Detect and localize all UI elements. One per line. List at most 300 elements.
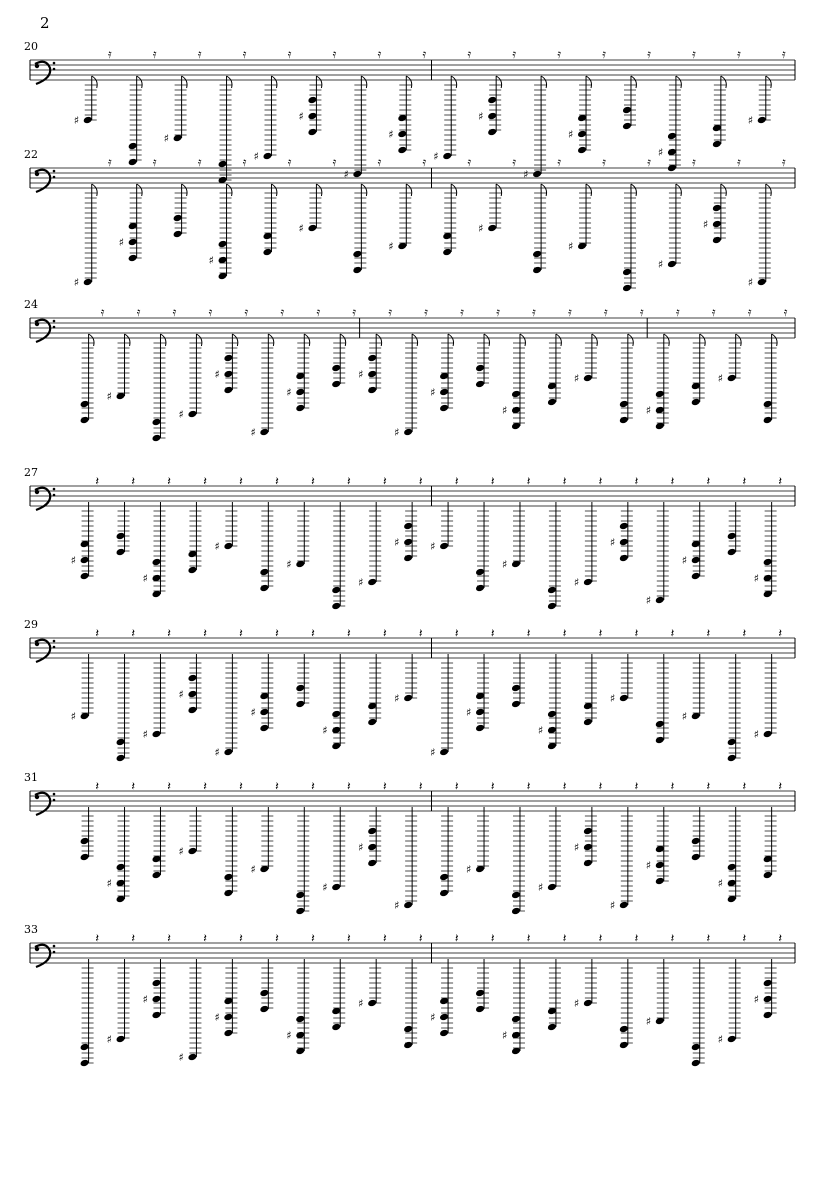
note-flag — [721, 76, 726, 88]
notehead — [691, 1043, 701, 1052]
sharp-icon: ♯ — [298, 222, 304, 235]
sharp-icon: ♯ — [753, 993, 759, 1006]
sharp-icon: ♯ — [645, 859, 652, 872]
notehead — [583, 859, 593, 868]
notehead — [403, 901, 413, 910]
sharp-icon: ♯ — [717, 372, 724, 385]
notehead — [331, 364, 341, 373]
quarter-rest-icon: 𝄽 — [526, 474, 531, 488]
notehead — [352, 266, 362, 275]
sharp-icon: ♯ — [609, 692, 616, 705]
notehead — [691, 837, 701, 846]
notehead — [83, 116, 93, 125]
note-flag — [586, 76, 591, 88]
clef-dot — [53, 494, 56, 497]
notehead — [223, 889, 233, 898]
notehead — [116, 532, 126, 541]
clef-dot — [53, 951, 56, 954]
sixteenth-rest-icon: 𝄿 — [287, 47, 292, 61]
sharp-icon: ♯ — [747, 276, 754, 289]
notehead — [295, 700, 305, 709]
notehead — [622, 122, 632, 131]
sixteenth-rest-icon: 𝄿 — [352, 305, 357, 319]
notehead — [763, 558, 773, 567]
notehead — [367, 370, 377, 379]
sixteenth-rest-icon: 𝄿 — [280, 305, 285, 319]
notehead — [173, 230, 183, 239]
bass-clef-icon — [35, 172, 39, 176]
notehead — [487, 96, 497, 105]
sharp-icon: ♯ — [466, 863, 472, 876]
note-flag — [268, 334, 273, 346]
quarter-rest-icon: 𝄽 — [167, 626, 171, 640]
notehead — [655, 596, 665, 605]
quarter-rest-icon: 𝄽 — [490, 931, 495, 945]
sharp-icon: ♯ — [358, 576, 364, 589]
notehead — [187, 1053, 197, 1062]
quarter-rest-icon: 𝄽 — [167, 931, 171, 945]
notehead — [259, 708, 269, 717]
quarter-rest-icon: 𝄽 — [418, 931, 423, 945]
notehead — [511, 684, 521, 693]
note-flag — [676, 76, 681, 88]
quarter-rest-icon: 𝄽 — [742, 779, 747, 793]
sharp-icon: ♯ — [142, 572, 148, 585]
quarter-rest-icon: 𝄽 — [562, 779, 567, 793]
notehead — [223, 542, 233, 551]
notehead — [187, 706, 197, 715]
quarter-rest-icon: 𝄽 — [347, 474, 351, 488]
notehead — [307, 224, 317, 233]
quarter-rest-icon: 𝄽 — [706, 931, 711, 945]
measure-number: 20 — [24, 40, 38, 53]
clef-dot — [53, 326, 56, 329]
sharp-icon: ♯ — [433, 150, 439, 163]
quarter-rest-icon: 𝄽 — [634, 931, 639, 945]
notehead — [547, 1023, 557, 1032]
quarter-rest-icon: 𝄽 — [131, 474, 136, 488]
notehead — [547, 602, 557, 611]
notehead — [295, 684, 305, 693]
quarter-rest-icon: 𝄽 — [311, 626, 315, 640]
sixteenth-rest-icon: 𝄿 — [782, 155, 786, 169]
quarter-rest-icon: 𝄽 — [203, 474, 207, 488]
sharp-icon: ♯ — [753, 728, 759, 741]
sharp-icon: ♯ — [178, 845, 184, 858]
quarter-rest-icon: 𝄽 — [778, 931, 783, 945]
note-flag — [316, 76, 321, 88]
notehead — [128, 254, 138, 263]
note-flag — [137, 76, 142, 88]
sharp-icon: ♯ — [214, 540, 220, 553]
sharp-icon: ♯ — [106, 1033, 112, 1046]
clef-dot — [53, 799, 56, 802]
notehead — [442, 248, 452, 257]
notehead — [259, 568, 269, 577]
sharp-icon: ♯ — [573, 841, 580, 854]
quarter-rest-icon: 𝄽 — [203, 931, 207, 945]
sharp-icon: ♯ — [214, 1011, 220, 1024]
notehead — [475, 708, 485, 717]
note-flag — [125, 334, 130, 346]
notehead — [367, 718, 377, 727]
quarter-rest-icon: 𝄽 — [670, 474, 675, 488]
notehead — [475, 380, 485, 389]
note-flag — [406, 184, 411, 196]
notehead — [532, 250, 542, 259]
sixteenth-rest-icon: 𝄿 — [557, 47, 562, 61]
sharp-icon: ♯ — [358, 997, 364, 1010]
quarter-rest-icon: 𝄽 — [203, 779, 207, 793]
quarter-rest-icon: 𝄽 — [778, 474, 783, 488]
quarter-rest-icon: 𝄽 — [239, 626, 243, 640]
clef-dot — [53, 793, 56, 796]
notehead — [511, 700, 521, 709]
notehead — [307, 128, 317, 137]
notehead — [439, 1013, 449, 1022]
quarter-rest-icon: 𝄽 — [670, 931, 675, 945]
notehead — [116, 1035, 126, 1044]
sixteenth-rest-icon: 𝄿 — [107, 47, 112, 61]
notehead — [223, 386, 233, 395]
note-flag — [160, 334, 165, 346]
quarter-rest-icon: 𝄽 — [670, 779, 675, 793]
sharp-icon: ♯ — [394, 692, 400, 705]
quarter-rest-icon: 𝄽 — [706, 779, 711, 793]
note-flag — [556, 334, 561, 346]
note-flag — [316, 184, 321, 196]
sharp-icon: ♯ — [250, 706, 256, 719]
notehead — [532, 266, 542, 275]
quarter-rest-icon: 𝄽 — [382, 931, 387, 945]
notehead — [295, 404, 305, 413]
notehead — [475, 724, 485, 733]
notehead — [622, 106, 632, 115]
sharp-icon: ♯ — [388, 240, 394, 253]
sixteenth-rest-icon: 𝄿 — [512, 155, 517, 169]
bass-clef-icon — [35, 642, 39, 646]
sixteenth-rest-icon: 𝄿 — [467, 155, 472, 169]
notehead — [667, 132, 677, 141]
quarter-rest-icon: 𝄽 — [562, 626, 567, 640]
notehead — [128, 142, 138, 151]
sharp-icon: ♯ — [501, 558, 508, 571]
quarter-rest-icon: 𝄽 — [347, 931, 351, 945]
notehead — [763, 871, 773, 880]
notehead — [511, 891, 521, 900]
notehead — [307, 112, 317, 121]
sharp-icon: ♯ — [568, 240, 574, 253]
notehead — [655, 877, 665, 886]
sharp-icon: ♯ — [358, 368, 364, 381]
notehead — [439, 404, 449, 413]
sharp-icon: ♯ — [178, 408, 184, 421]
sharp-icon: ♯ — [106, 390, 112, 403]
notehead — [331, 1023, 341, 1032]
sharp-icon: ♯ — [681, 710, 688, 723]
notehead — [439, 748, 449, 757]
quarter-rest-icon: 𝄽 — [275, 779, 279, 793]
sharp-icon: ♯ — [501, 404, 508, 417]
note-flag — [766, 76, 771, 88]
sharp-icon: ♯ — [645, 594, 652, 607]
sixteenth-rest-icon: 𝄿 — [172, 305, 177, 319]
sharp-icon: ♯ — [106, 877, 112, 890]
notehead — [80, 837, 90, 846]
sixteenth-rest-icon: 𝄿 — [242, 47, 247, 61]
notehead — [352, 170, 362, 179]
notehead — [619, 1025, 629, 1034]
note-flag — [541, 184, 546, 196]
quarter-rest-icon: 𝄽 — [382, 779, 387, 793]
notehead — [307, 96, 317, 105]
notehead — [152, 434, 162, 443]
measure-number: 27 — [24, 466, 38, 479]
notehead — [619, 522, 629, 531]
sixteenth-rest-icon: 𝄿 — [316, 305, 321, 319]
sixteenth-rest-icon: 𝄿 — [377, 47, 382, 61]
sixteenth-rest-icon: 𝄿 — [675, 305, 680, 319]
quarter-rest-icon: 𝄽 — [418, 626, 423, 640]
note-flag — [89, 334, 94, 346]
quarter-rest-icon: 𝄽 — [598, 626, 603, 640]
note-flag — [406, 76, 411, 88]
clef-dot — [53, 170, 56, 173]
bass-clef-icon — [35, 795, 39, 799]
sixteenth-rest-icon: 𝄿 — [647, 155, 651, 169]
quarter-rest-icon: 𝄽 — [311, 931, 315, 945]
notehead — [128, 238, 138, 247]
sharp-icon: ♯ — [253, 150, 259, 163]
note-flag — [304, 334, 309, 346]
quarter-rest-icon: 𝄽 — [167, 474, 171, 488]
quarter-rest-icon: 𝄽 — [490, 626, 495, 640]
quarter-rest-icon: 𝄽 — [131, 626, 136, 640]
sharp-icon: ♯ — [163, 132, 169, 145]
sharp-icon: ♯ — [298, 110, 304, 123]
notehead — [655, 861, 665, 870]
quarter-rest-icon: 𝄽 — [275, 626, 279, 640]
sixteenth-rest-icon: 𝄿 — [604, 305, 608, 319]
sharp-icon: ♯ — [394, 899, 400, 912]
notehead — [655, 390, 665, 399]
notehead — [712, 204, 722, 213]
notehead — [439, 889, 449, 898]
quarter-rest-icon: 𝄽 — [706, 474, 711, 488]
notehead — [475, 584, 485, 593]
quarter-rest-icon: 𝄽 — [634, 779, 639, 793]
quarter-rest-icon: 𝄽 — [275, 474, 279, 488]
notehead — [397, 146, 407, 155]
notehead — [116, 738, 126, 747]
sixteenth-rest-icon: 𝄿 — [782, 47, 786, 61]
bass-clef-icon — [35, 490, 39, 494]
quarter-rest-icon: 𝄽 — [634, 626, 639, 640]
sharp-icon: ♯ — [343, 168, 349, 181]
notehead — [295, 907, 305, 916]
sharp-icon: ♯ — [657, 146, 664, 159]
sharp-icon: ♯ — [178, 1051, 184, 1064]
quarter-rest-icon: 𝄽 — [526, 931, 531, 945]
notehead — [403, 554, 413, 563]
notehead — [80, 1059, 90, 1068]
quarter-rest-icon: 𝄽 — [454, 931, 459, 945]
sharp-icon: ♯ — [523, 168, 529, 181]
quarter-rest-icon: 𝄽 — [778, 626, 783, 640]
sharp-icon: ♯ — [478, 110, 484, 123]
notehead — [727, 754, 737, 763]
notehead — [187, 690, 197, 699]
notehead — [331, 883, 341, 892]
sharp-icon: ♯ — [286, 386, 292, 399]
note-flag — [586, 184, 591, 196]
sixteenth-rest-icon: 𝄿 — [460, 305, 464, 319]
notehead — [331, 602, 341, 611]
notehead — [577, 130, 587, 139]
sharp-icon: ♯ — [466, 706, 472, 719]
sixteenth-rest-icon: 𝄿 — [422, 47, 427, 61]
note-flag — [196, 334, 201, 346]
sharp-icon: ♯ — [717, 877, 724, 890]
sharp-icon: ♯ — [214, 746, 220, 759]
notehead — [259, 584, 269, 593]
notehead — [187, 566, 197, 575]
sharp-icon: ♯ — [250, 426, 256, 439]
sharp-icon: ♯ — [430, 746, 436, 759]
sixteenth-rest-icon: 𝄿 — [197, 47, 202, 61]
sharp-icon: ♯ — [118, 236, 124, 249]
quarter-rest-icon: 𝄽 — [418, 779, 423, 793]
notehead — [655, 736, 665, 745]
clef-dot — [53, 68, 56, 71]
notehead — [259, 1005, 269, 1014]
sharp-icon: ♯ — [753, 572, 759, 585]
notehead — [259, 724, 269, 733]
sharp-icon: ♯ — [501, 1029, 508, 1042]
sixteenth-rest-icon: 𝄿 — [242, 155, 247, 169]
notehead — [583, 374, 593, 383]
notehead — [367, 386, 377, 395]
note-flag — [361, 76, 366, 88]
sixteenth-rest-icon: 𝄿 — [692, 155, 696, 169]
notehead — [152, 558, 162, 567]
sixteenth-rest-icon: 𝄿 — [100, 305, 105, 319]
quarter-rest-icon: 𝄽 — [490, 474, 495, 488]
quarter-rest-icon: 𝄽 — [418, 474, 423, 488]
notehead — [152, 730, 162, 739]
notehead — [116, 754, 126, 763]
sixteenth-rest-icon: 𝄿 — [568, 305, 572, 319]
notehead — [532, 170, 542, 179]
notehead — [757, 278, 767, 287]
sharp-icon: ♯ — [747, 114, 754, 127]
sharp-icon: ♯ — [73, 114, 80, 127]
notehead — [263, 248, 273, 257]
quarter-rest-icon: 𝄽 — [490, 779, 495, 793]
notehead — [295, 388, 305, 397]
notehead — [547, 710, 557, 719]
quarter-rest-icon: 𝄽 — [239, 779, 243, 793]
note-flag — [92, 76, 97, 88]
quarter-rest-icon: 𝄽 — [778, 779, 783, 793]
note-flag — [227, 76, 232, 88]
notehead — [763, 995, 773, 1004]
sixteenth-rest-icon: 𝄿 — [467, 47, 472, 61]
sharp-icon: ♯ — [142, 728, 148, 741]
sixteenth-rest-icon: 𝄿 — [532, 305, 536, 319]
quarter-rest-icon: 𝄽 — [275, 931, 279, 945]
notehead — [712, 140, 722, 149]
sharp-icon: ♯ — [573, 372, 580, 385]
notehead — [187, 674, 197, 683]
notehead — [152, 979, 162, 988]
notehead — [331, 380, 341, 389]
notehead — [295, 1015, 305, 1024]
notehead — [439, 388, 449, 397]
quarter-rest-icon: 𝄽 — [742, 474, 747, 488]
notehead — [763, 979, 773, 988]
sixteenth-rest-icon: 𝄿 — [208, 305, 213, 319]
sharp-icon: ♯ — [537, 724, 544, 737]
notehead — [218, 240, 228, 249]
clef-dot — [53, 176, 56, 179]
notehead — [547, 883, 557, 892]
quarter-rest-icon: 𝄽 — [742, 626, 747, 640]
note-flag — [182, 184, 187, 196]
notehead — [152, 995, 162, 1004]
note-flag — [182, 76, 187, 88]
sixteenth-rest-icon: 𝄿 — [377, 155, 382, 169]
notehead — [583, 843, 593, 852]
quarter-rest-icon: 𝄽 — [95, 779, 100, 793]
quarter-rest-icon: 𝄽 — [167, 779, 171, 793]
notehead — [152, 1011, 162, 1020]
note-flag — [664, 334, 669, 346]
sharp-icon: ♯ — [286, 1029, 292, 1042]
notehead — [223, 1013, 233, 1022]
note-flag — [676, 184, 681, 196]
sharp-icon: ♯ — [430, 386, 436, 399]
sixteenth-rest-icon: 𝄿 — [152, 155, 157, 169]
note-flag — [451, 76, 456, 88]
notehead — [439, 542, 449, 551]
sharp-icon: ♯ — [322, 724, 328, 737]
quarter-rest-icon: 𝄽 — [203, 626, 207, 640]
page-number: 2 — [40, 14, 50, 32]
sharp-icon: ♯ — [702, 218, 709, 231]
bass-clef-icon — [35, 322, 39, 326]
measure-number: 22 — [24, 148, 38, 161]
sharp-icon: ♯ — [430, 540, 436, 553]
notehead — [619, 400, 629, 409]
sixteenth-rest-icon: 𝄿 — [244, 305, 249, 319]
note-flag — [361, 184, 366, 196]
notehead — [619, 554, 629, 563]
notehead — [367, 843, 377, 852]
sharp-icon: ♯ — [70, 554, 76, 567]
note-flag — [631, 76, 636, 88]
sharp-icon: ♯ — [358, 841, 364, 854]
notehead — [259, 989, 269, 998]
sharp-icon: ♯ — [286, 558, 292, 571]
clef-dot — [53, 488, 56, 491]
notehead — [619, 901, 629, 910]
notehead — [619, 1041, 629, 1050]
bass-clef-icon — [35, 947, 39, 951]
notehead — [173, 214, 183, 223]
notehead — [727, 532, 737, 541]
notehead — [619, 694, 629, 703]
